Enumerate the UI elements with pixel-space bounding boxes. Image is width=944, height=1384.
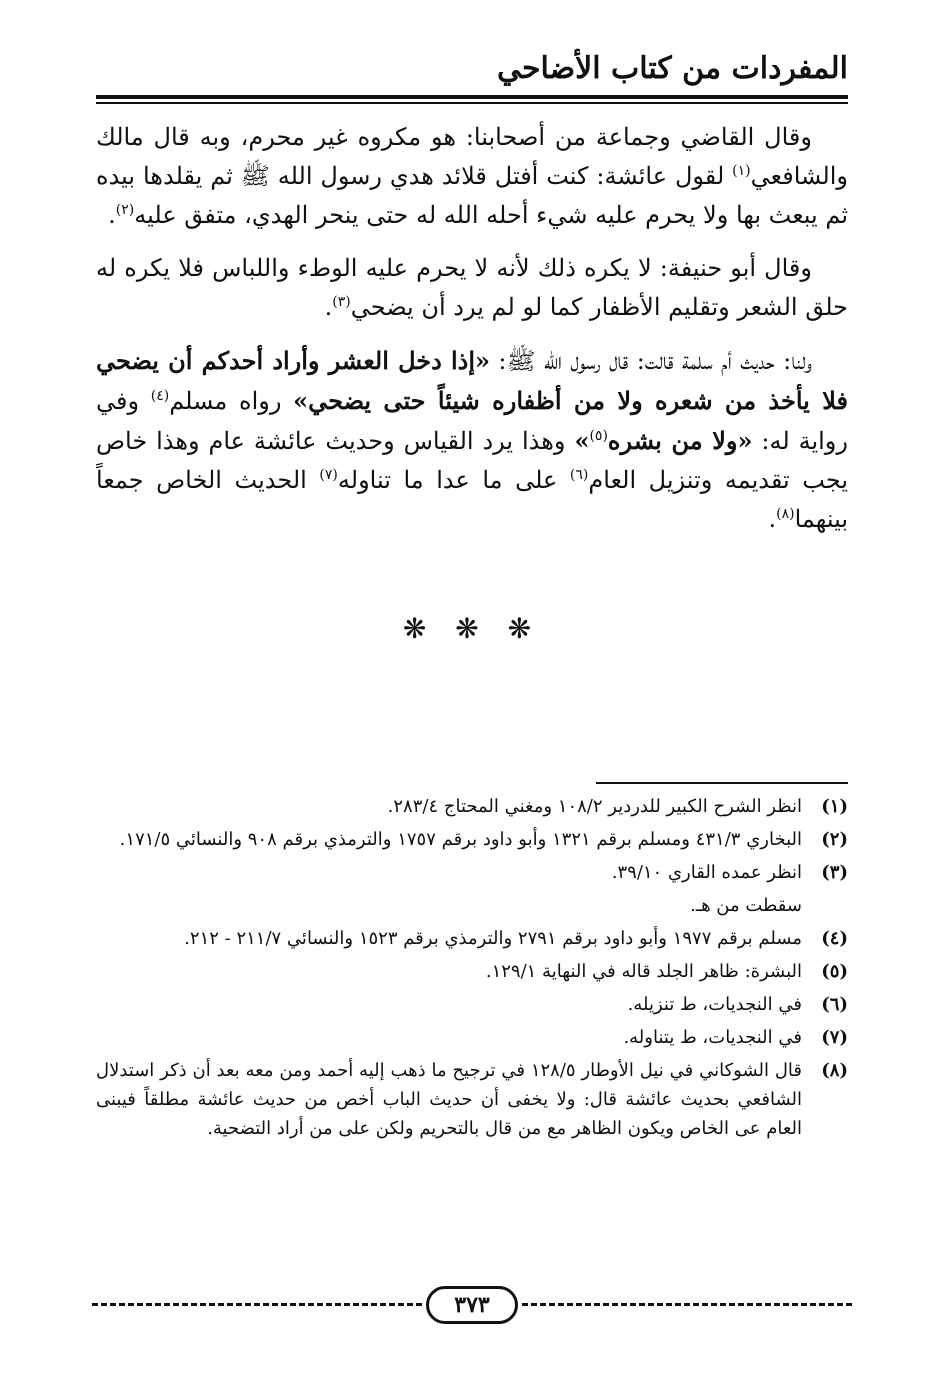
footnote-text: سقطت من هـ.	[690, 895, 802, 916]
footnote-5	[96, 957, 848, 986]
section-separator-stars: ❋ ❋ ❋	[402, 612, 542, 645]
footnote-1	[96, 792, 848, 821]
footnote-text: انظر الشرح الكبير للدردير ١٠٨/٢ ومغني المحتاج ٢٨٣/٤.	[387, 796, 802, 817]
paragraph-1-text-b: لقول عائشة: كنت أفتل قلائد هدي رسول الله ﷺ ثم يقلدها بيده ثم يبعث بها ولا يحرم عليه شيء أحله الله له حتى ينحر الهدي، متفق عليه	[96, 162, 848, 229]
footnote-ref-6: (٦)	[569, 467, 589, 483]
footnote-ref-1: (١)	[732, 163, 751, 179]
footnote-8	[96, 1056, 848, 1143]
footnote-number	[802, 891, 848, 920]
footnote-text: انظر عمده القاري ٣٩/١٠.	[611, 862, 802, 883]
footnote-number: (٦)	[821, 994, 848, 1015]
footnote-3	[96, 858, 848, 887]
footnote-2	[96, 825, 848, 854]
footnote-text: قال الشوكاني في نيل الأوطار ١٢٨/٥ في ترجيح ما ذهب إليه أحمد ومن معه بعد أن ذكر استدلال الشافعي بحديث عائشة قال: ولا يخفى أن حديث الباب أخص من حديث عائشة مطلقاً فيبنى العام عى الخاص ويكون الظاهر مع من قال بالتحريم ولكن على من أراد التضحية.	[96, 1060, 802, 1139]
footnote-ref-2: (٢)	[115, 202, 135, 218]
footnote-number: (٢)	[821, 829, 848, 850]
footnote-number: (٧)	[821, 1027, 848, 1048]
paragraph-3	[96, 341, 848, 539]
footer-dashed-rule-right	[522, 1303, 852, 1306]
footnote-text: في النجديات، ط تنزيله.	[627, 994, 802, 1015]
footnote-ref-4: (٤)	[150, 388, 170, 404]
footnote-text: البشرة: ظاهر الجلد قاله في النهاية ١٢٩/١.	[485, 961, 802, 982]
main-text	[96, 118, 848, 553]
footnote-rule	[596, 782, 848, 784]
footnote-7	[96, 1023, 848, 1052]
hadith-quote-1: «إذا دخل العشر وأراد أحدكم أن يضحي فلا يأخذ من شعره ولا من أظفاره شيئاً حتى يضحي»	[96, 346, 848, 415]
paragraph-3-text-b: رواه مسلم	[169, 387, 294, 415]
footnotes	[96, 792, 848, 1147]
paragraph-3-text-f: الحديث الخاص جمعاً بينهما	[96, 466, 848, 533]
footnote-ref-5: (٥)	[589, 428, 608, 444]
footnote-text: البخاري ٤٣١/٣ ومسلم برقم ١٣٢١ وأبو داود برقم ١٧٥٧ والترمذي برقم ٩٠٨ والنسائي ١٧١/٥.	[119, 829, 802, 850]
footnote-ref-3: (٣)	[332, 294, 351, 310]
paragraph-1	[96, 118, 848, 235]
paragraph-1-text-c: .	[108, 201, 116, 229]
footnote-number: (٤)	[821, 928, 848, 949]
footnote-number: (١)	[821, 796, 848, 817]
footer-dashed-rule-left	[92, 1303, 422, 1306]
footnote-number: (٨)	[821, 1060, 848, 1081]
footnote-3-note	[96, 891, 848, 920]
paragraph-3-text-c: وفي رواية له:	[96, 387, 848, 455]
footnote-ref-7: (٧)	[319, 467, 338, 483]
hadith-quote-2-close: »	[574, 426, 590, 455]
paragraph-1-text-a: وقال القاضي وجماعة من أصحابنا: هو مكروه غير محرم، وبه قال مالك والشافعي	[96, 123, 848, 190]
paragraph-3-text-a: ولنا: حديث أم سلمة قالت: قال رسول الله ﷺ:	[489, 347, 812, 375]
paragraph-2-text-a: وقال أبو حنيفة: لا يكره ذلك لأنه لا يحرم عليه الوطء واللباس فلا يكره له حلق الشعر وتقليم الأظفار كما لو لم يرد أن يضحي	[96, 254, 848, 321]
footnote-text: في النجديات، ط يتناوله.	[623, 1027, 802, 1048]
header-rule-thick	[96, 95, 848, 99]
hadith-quote-2: «ولا من بشره	[607, 426, 753, 455]
paragraph-2-text-b: .	[324, 293, 333, 321]
paragraph-3-text-g: .	[768, 505, 777, 533]
footnote-4	[96, 924, 848, 953]
page-footer	[92, 1284, 852, 1324]
paragraph-3-text-d: وهذا يرد القياس وحديث عائشة عام وهذا خاص يجب تقديمه وتنزيل العام	[96, 427, 849, 494]
footnote-ref-8: (٨)	[776, 506, 795, 522]
running-header-title: المفردات من كتاب الأضاحي	[496, 51, 848, 86]
footnote-number: (٣)	[821, 862, 848, 883]
footnote-6	[96, 990, 848, 1019]
paragraph-3-text-e: على ما عدا ما تناوله	[337, 466, 570, 494]
page-number: ٣٧٣	[426, 1286, 518, 1324]
footnote-number: (٥)	[821, 961, 848, 982]
header-rule-thin	[96, 102, 848, 104]
paragraph-2	[96, 249, 848, 327]
footnote-text: مسلم برقم ١٩٧٧ وأبو داود برقم ٢٧٩١ والترمذي برقم ١٥٢٣ والنسائي ٢١١/٧ - ٢١٢.	[184, 928, 802, 949]
